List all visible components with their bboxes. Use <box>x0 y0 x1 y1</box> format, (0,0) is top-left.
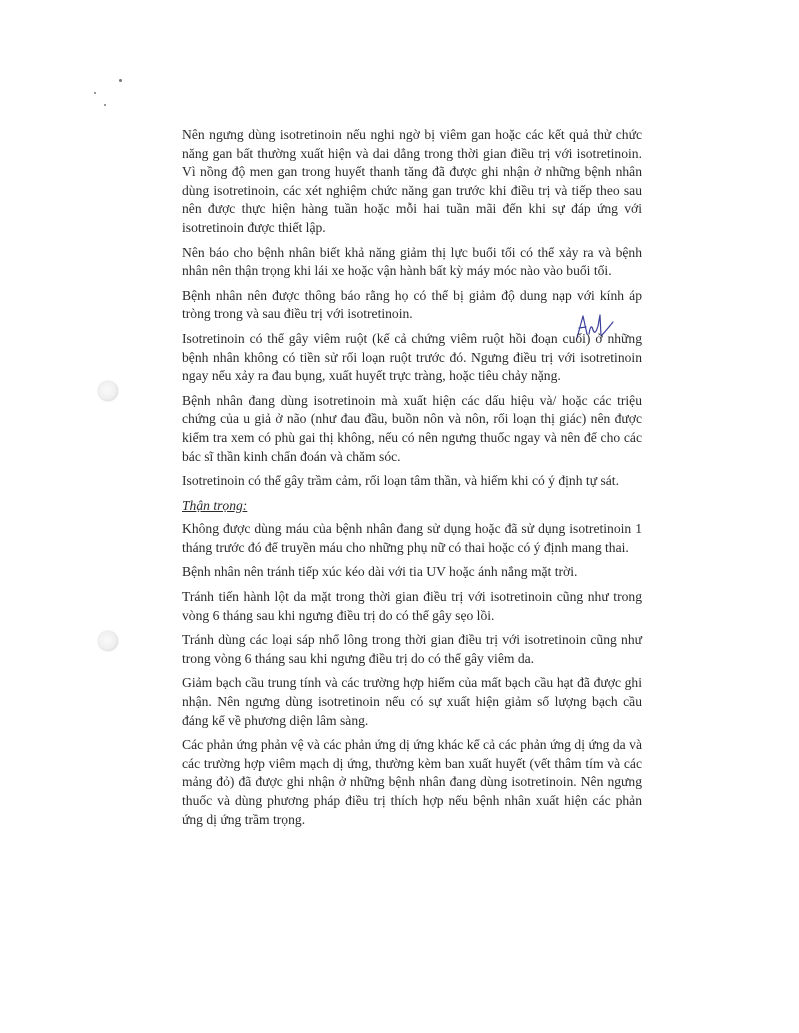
document-body <box>182 126 642 835</box>
paragraph-uv-exposure: Bệnh nhân nên tránh tiếp xúc kéo dài với tia UV hoặc ánh nắng mặt trời. <box>182 564 578 580</box>
punch-hole-lower <box>98 631 118 651</box>
paragraph-depression: Isotretinoin có thể gây trầm cảm, rối loạn tâm thần, và hiếm khi có ý định tự sát. <box>182 473 619 489</box>
paragraph-allergic-reactions: Các phản ứng phản vệ và các phản ứng dị ứng khác kể cả các phản ứng dị ứng da và các trường hợp viêm mạch dị ứng, thường kèm ban xuất huyết (vết thâm tím và các mảng đỏ) đã được ghi nhận ở những bệnh nhân đang dùng isotretinoin. Nên ngưng thuốc và dùng phương pháp điều trị thích hợp nếu bệnh nhân xuất hiện các phản ứng dị ứng trầm trọng. <box>182 737 642 827</box>
paragraph-contact-lens: Bệnh nhân nên được thông báo rằng họ có thể bị giảm độ dung nạp với kính áp tròng trong và sau điều trị với isotretinoin. <box>182 287 642 322</box>
paragraph-dermabrasion: Tránh tiến hành lột da mặt trong thời gian điều trị với isotretinoin cũng như trong vòng 6 tháng sau khi ngưng điều trị do có thể gây sẹo lồi. <box>182 589 642 623</box>
section-heading-precautions: Thận trọng: <box>182 497 248 513</box>
paragraph-night-vision: Nên báo cho bệnh nhân biết khả năng giảm thị lực buổi tối có thể xảy ra và bệnh nhân nên thận trọng khi lái xe hoặc vận hành bất kỳ máy móc nào vào buổi tối. <box>182 244 642 279</box>
paragraph-neutropenia: Giảm bạch cầu trung tính và các trường hợp hiếm của mất bạch cầu hạt đã được ghi nhận. Nên ngưng dùng isotretinoin nếu có sự xuất hiện giảm số lượng bạch cầu đáng kể về phương diện lâm sàng. <box>182 675 642 728</box>
scan-speck <box>119 79 122 82</box>
paragraph-pseudotumor: Bệnh nhân đang dùng isotretinoin mà xuất hiện các dấu hiệu và/ hoặc các triệu chứng của u giả ở não (như đau đầu, buồn nôn và nôn, rối loạn thị giác) nên được kiểm tra xem có phù gai thị không, nếu có nên ngưng thuốc ngay và nên để cho các bác sĩ thần kinh chẩn đoán và chăm sóc. <box>182 392 642 464</box>
paragraph-enteritis: Isotretinoin có thể gây viêm ruột (kể cả chứng viêm ruột hồi đoạn cuối) ở những bệnh nhân không có tiền sử rối loạn ruột trước đó. Ngưng điều trị với isotretinoin ngay nếu xảy ra đau bụng, xuất huyết trực tràng, hoặc tiêu chảy nặng. <box>182 330 642 384</box>
scan-speck <box>104 104 106 106</box>
punch-hole-upper <box>98 381 118 401</box>
scan-speck <box>94 92 96 94</box>
paragraph-liver-function: Nên ngưng dùng isotretinoin nếu nghi ngờ bị viêm gan hoặc các kết quả thử chức năng gan bất thường xuất hiện và dai dẳng trong thời gian điều trị với isotretinoin. Vì nồng độ men gan trong huyết thanh tăng đã được ghi nhận ở những bệnh nhân dùng isotretinoin, các xét nghiệm chức năng gan trước khi điều trị và tiếp theo sau nên được thực hiện hàng tuần hoặc mỗi hai tuần mãi đến khi sự đáp ứng với isotretinoin được thiết lập. <box>182 127 642 235</box>
paragraph-blood-donation: Không được dùng máu của bệnh nhân đang sử dụng hoặc đã sử dụng isotretinoin 1 tháng trước đó để truyền máu cho những phụ nữ có thai hoặc có ý định mang thai. <box>182 521 642 555</box>
paragraph-waxing: Tránh dùng các loại sáp nhổ lông trong thời gian điều trị với isotretinoin cũng như trong vòng 6 tháng sau khi ngưng điều trị do có thể gây viêm da. <box>182 632 642 666</box>
